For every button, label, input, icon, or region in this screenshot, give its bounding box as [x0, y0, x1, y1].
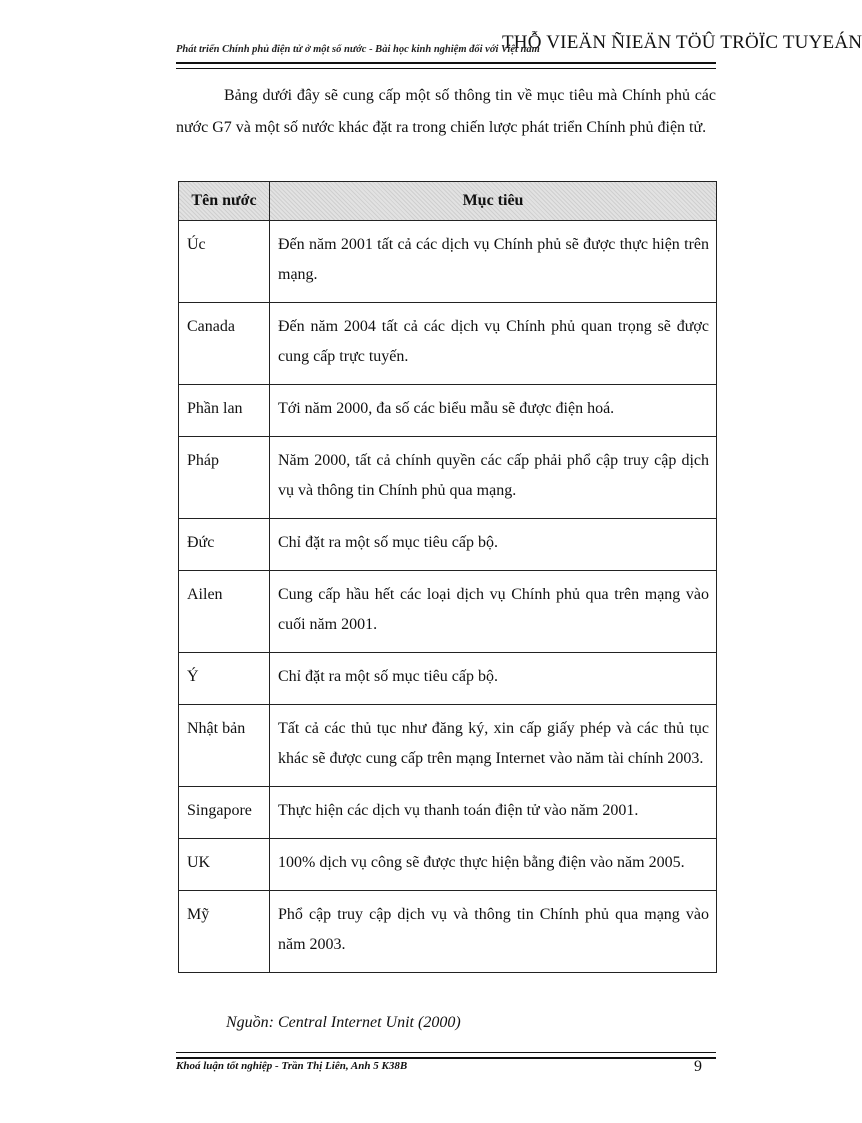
table-row — [179, 653, 717, 705]
table-row — [179, 519, 717, 571]
goal-cell: Thực hiện các dịch vụ thanh toán điện tử vào năm 2001. — [270, 787, 717, 839]
goal-cell: Đến năm 2001 tất cả các dịch vụ Chính phủ sẽ được thực hiện trên mạng. — [270, 221, 717, 303]
table-row — [179, 571, 717, 653]
goal-cell: Đến năm 2004 tất cả các dịch vụ Chính phủ quan trọng sẽ được cung cấp trực tuyến. — [270, 303, 717, 385]
country-cell: Singapore — [179, 787, 270, 839]
intro-paragraph: Bảng dưới đây sẽ cung cấp một số thông tin về mục tiêu mà Chính phủ các nước G7 và một số nước khác đặt ra trong chiến lược phát triển Chính phủ điện tử. — [176, 87, 716, 136]
table-body — [179, 221, 717, 973]
table-row — [179, 437, 717, 519]
header-country: Tên nước — [179, 182, 270, 221]
header-rule — [176, 62, 716, 69]
table-row — [179, 705, 717, 787]
country-cell: Phần lan — [179, 385, 270, 437]
goal-cell: Phổ cập truy cập dịch vụ và thông tin Chính phủ qua mạng vào năm 2003. — [270, 891, 717, 973]
goals-table — [178, 181, 717, 973]
watermark-text: THỖ VIEÄN ÑIEÄN TÖÛ TRÖÏC TUYEÁN — [502, 32, 862, 53]
country-cell: Ailen — [179, 571, 270, 653]
country-cell: Úc — [179, 221, 270, 303]
country-cell: Ý — [179, 653, 270, 705]
table-row — [179, 891, 717, 973]
running-header: Phát triển Chính phủ điện tử ở một số nước - Bài học kinh nghiệm đối với Việt nam — [176, 44, 540, 55]
country-cell: Nhật bản — [179, 705, 270, 787]
country-cell: Pháp — [179, 437, 270, 519]
country-cell: Mỹ — [179, 891, 270, 973]
header-goal: Mục tiêu — [270, 182, 717, 221]
table-header-row — [179, 182, 717, 221]
table-row — [179, 787, 717, 839]
goal-cell: Chỉ đặt ra một số mục tiêu cấp bộ. — [270, 519, 717, 571]
country-cell: UK — [179, 839, 270, 891]
footer-text: Khoá luận tốt nghiệp - Trần Thị Liên, Anh 5 K38B — [176, 1060, 408, 1072]
goal-cell: 100% dịch vụ công sẽ được thực hiện bằng điện vào năm 2005. — [270, 839, 717, 891]
goal-cell: Tới năm 2000, đa số các biểu mẫu sẽ được điện hoá. — [270, 385, 717, 437]
page-number: 9 — [694, 1058, 702, 1075]
goal-cell: Cung cấp hầu hết các loại dịch vụ Chính phủ qua trên mạng vào cuối năm 2001. — [270, 571, 717, 653]
country-cell: Đức — [179, 519, 270, 571]
goal-cell: Năm 2000, tất cả chính quyền các cấp phải phổ cập truy cập dịch vụ và thông tin Chính phủ qua mạng. — [270, 437, 717, 519]
table-row — [179, 303, 717, 385]
source-note: Nguồn: Central Internet Unit (2000) — [226, 1014, 461, 1031]
goal-cell: Chỉ đặt ra một số mục tiêu cấp bộ. — [270, 653, 717, 705]
country-cell: Canada — [179, 303, 270, 385]
footer-rule — [176, 1052, 716, 1059]
table-row — [179, 385, 717, 437]
goal-cell: Tất cả các thủ tục như đăng ký, xin cấp giấy phép và các thủ tục khác sẽ được cung cấp trên mạng Internet vào năm tài chính 2003. — [270, 705, 717, 787]
table-row — [179, 839, 717, 891]
table-row — [179, 221, 717, 303]
